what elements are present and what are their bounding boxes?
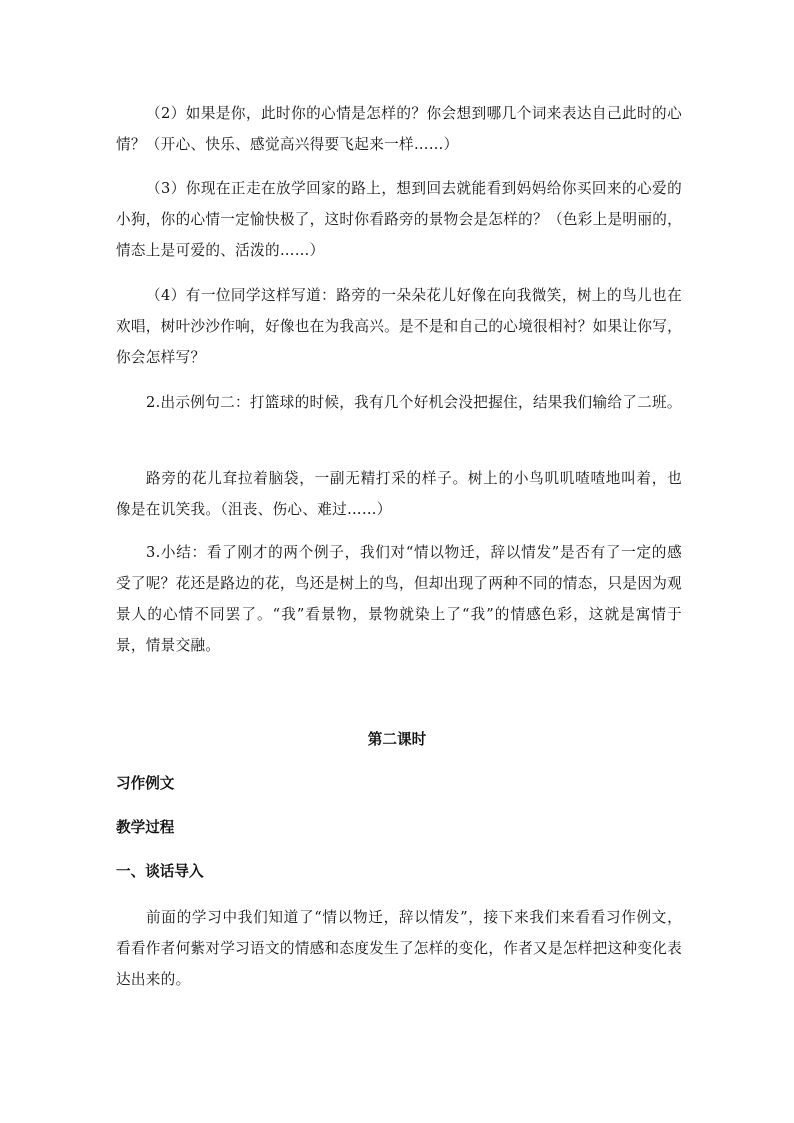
paragraph-example-2: 2.出示例句二：打篮球的时候，我有几个好机会没把握住，结果我们输给了二班。 <box>146 394 682 411</box>
paragraph-intro: 前面的学习中我们知道了“情以物迁，辞以情发”，接下来我们来看看习作例文，看看作者何紫对学习语文的情感和态度发生了怎样的变化，作者又是怎样把这种变化表达出来的。 <box>116 909 682 988</box>
paragraph-question-4: （4）有一位同学这样写道：路旁的一朵朵花儿好像在向我微笑，树上的鸟儿也在欢唱，树叶沙沙作响，好像也在为我高兴。是不是和自己的心境很相衬？如果让你写，你会怎样写？ <box>116 287 682 366</box>
paragraph-summary: 3.小结：看了刚才的两个例子，我们对“情以物迁，辞以情发”是否有了一定的感受了呢？花还是路边的花，鸟还是树上的鸟，但却出现了两种不同的情态，只是因为观景人的心情不同罢了。“我”看景物，景物就染上了“我”的情感色彩，这就是寓情于景，情景交融。 <box>116 544 682 654</box>
paragraph-example-2-text: 路旁的花儿耷拉着脑袋，一副无精打采的样子。树上的小鸟叽叽喳喳地叫着，也像是在讥笑我。（沮丧、伤心、难过……） <box>116 470 682 518</box>
section-heading-example-text: 习作例文 <box>116 775 175 792</box>
paragraph-question-3: （3）你现在正走在放学回家的路上，想到回去就能看到妈妈给你买回来的心爱的小狗，你的心情一定愉快极了，这时你看路旁的景物会是怎样的？（色彩上是明丽的，情态上是可爱的、活泼的……） <box>116 180 682 259</box>
lesson-title: 第二课时 <box>367 731 427 748</box>
section-heading-intro: 一、谈话导入 <box>116 863 204 880</box>
paragraph-question-2: （2）如果是你，此时你的心情是怎样的？你会想到哪几个词来表达自己此时的心情？（开心、快乐、感觉高兴得要飞起来一样……） <box>116 105 682 153</box>
section-heading-teaching-process: 教学过程 <box>116 819 175 836</box>
